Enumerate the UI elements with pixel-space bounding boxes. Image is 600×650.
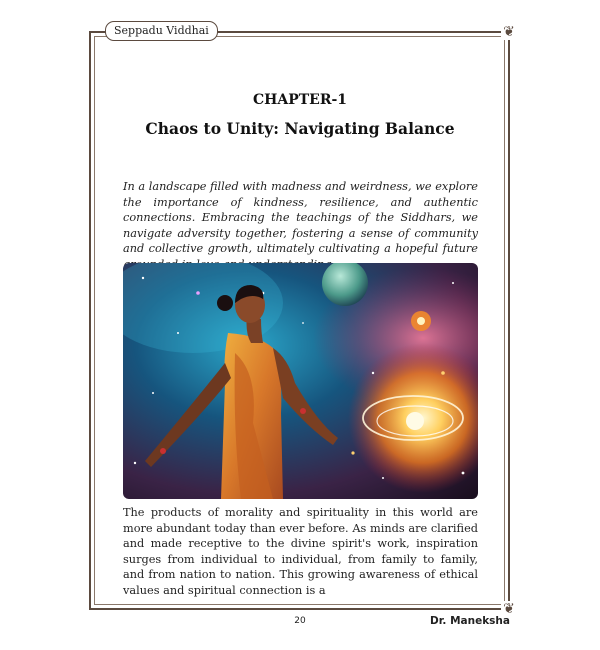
author-name: Dr. Maneksha [430, 615, 510, 627]
chapter-title: Chaos to Unity: Navigating Balance [145, 119, 455, 138]
book-title-tab: Seppadu Viddhai [105, 21, 218, 41]
body-paragraph: The products of morality and spirituality in this world are more abundant today than ever before. As minds are clarified and made receptive to the divine spirit's work, inspiration surges from individual to individual, from family to family, and from nation to nation. This growing awareness of ethical values and spiritual connection is a [123, 506, 478, 597]
corner-ornament-icon: ❦ [501, 601, 517, 617]
corner-ornament-icon: ❦ [501, 24, 517, 40]
chapter-number: CHAPTER-1 [252, 92, 348, 108]
cosmic-woman-illustration [123, 263, 478, 499]
page-number: 20 [294, 616, 306, 626]
intro-paragraph: In a landscape filled with madness and weirdness, we explore the importance of kindness, resilience, and authentic connections. Embracing the teachings of the Siddhars, we navigate adversity together, fostering a sense of community and collective growth, ultimately cultivating a hopeful future [123, 180, 478, 255]
